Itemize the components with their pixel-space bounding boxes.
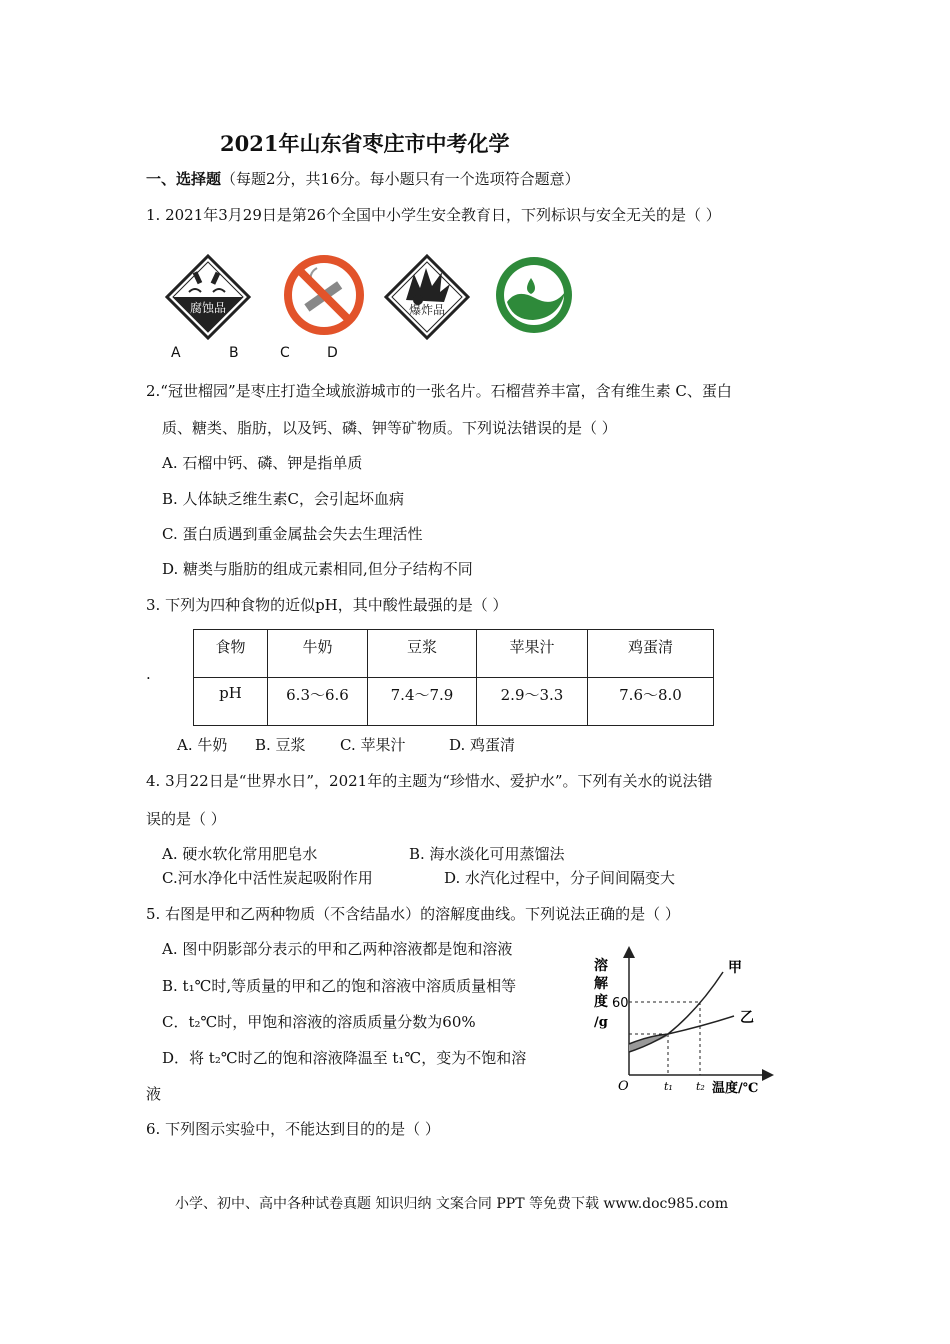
q3-option-a: A. 牛奶 [177,736,228,754]
q4-option-d: D. 水汽化过程中，分子间间隔变大 [444,869,676,887]
q5-option-d: D．将 t₂℃时乙的饱和溶液降温至 t₁℃，变为不饱和溶 [162,1049,527,1067]
table-cell: 牛奶 [268,630,368,678]
table-cell: 鸡蛋清 [588,630,714,678]
q2-option-a: A. 石榴中钙、磷、钾是指单质 [162,454,363,472]
corrosive-sign-text: 腐蚀品 [189,301,227,315]
q4-option-c: C.河水净化中活性炭起吸附作用 [162,869,373,887]
q5-stem: 5. 右图是甲和乙两种物质（不含结晶水）的溶解度曲线。下列说法正确的是（ ） [146,905,680,923]
section-note: （每题2分，共16分。每小题只有一个选项符合题意） [221,170,580,188]
q4-stem-line2: 误的是（ ） [146,810,226,828]
table-cell: 7.4～7.9 [368,678,477,726]
section-label: 一、选择题 [146,170,222,188]
q1-label-d: D [327,345,338,361]
q1-stem: 1. 2021年3月29日是第26个全国中小学生安全教育日，下列标识与安全无关的是（ ） [146,206,721,224]
solubility-graph [588,940,778,1100]
q4-option-a: A. 硬水软化常用肥皂水 [162,845,318,863]
table-cell: 食物 [194,630,268,678]
ylabel-1: 溶 [594,958,608,974]
ylabel-4: /g [594,1015,608,1030]
table-cell: 豆浆 [368,630,477,678]
q3-stem: 3. 下列为四种食物的近似pH，其中酸性最强的是（ ） [146,596,508,614]
page-title: 2021年山东省枣庄市中考化学 [220,131,510,156]
table-cell: pH [194,678,268,726]
water-saving-sign-icon [493,254,575,336]
table-cell: 2.9～3.3 [477,678,588,726]
explosive-sign-text: 爆炸品 [408,303,446,317]
origin-label: O [618,1079,629,1094]
explosive-sign-icon [384,254,470,340]
q5-option-b: B. t₁℃时,等质量的甲和乙的饱和溶液中溶质质量相等 [162,977,517,995]
table-row [194,678,714,726]
xlabel: 温度/℃ [712,1081,759,1096]
q3-option-c: C. 苹果汁 [340,736,406,754]
label-yi: 乙 [740,1010,754,1026]
corrosive-sign-icon [165,254,251,340]
q1-label-c: C [280,345,290,361]
table-cell: 6.3～6.6 [268,678,368,726]
t2-label: t₂ [696,1080,705,1093]
q5-option-d-cont: 液 [146,1085,162,1103]
section-heading [146,168,580,189]
q2-option-d: D. 糖类与脂肪的组成元素相同,但分子结构不同 [162,560,473,578]
footer: 小学、初中、高中各种试卷真题 知识归纳 文案合同 PPT 等免费下载 www.doc985.com [175,1196,729,1212]
q5-option-c: C．t₂℃时，甲饱和溶液的溶质质量分数为60% [162,1013,476,1031]
q2-stem-line1: 2.“冠世榴园”是枣庄打造全域旅游城市的一张名片。石榴营养丰富，含有维生素 C、蛋白 [146,382,732,400]
q4-stem-line1: 4. 3月22日是“世界水日”，2021年的主题为“珍惜水、爱护水”。下列有关水的说法错 [146,772,713,790]
table-header-row [194,630,714,678]
q2-option-b: B. 人体缺乏维生素C，会引起坏血病 [162,490,405,508]
label-jia: 甲 [728,960,742,976]
ylabel-3: 度 [594,994,608,1010]
q1-label-b: B [229,345,239,361]
q2-option-c: C. 蛋白质遇到重金属盐会失去生理活性 [162,525,423,543]
table-cell: 7.6～8.0 [588,678,714,726]
q1-label-a: A [171,345,181,361]
q6-stem: 6. 下列图示实验中，不能达到目的的是（ ） [146,1120,440,1138]
ph-table [193,629,714,726]
table-cell: 苹果汁 [477,630,588,678]
t1-label: t₁ [664,1080,673,1093]
q2-stem-line2: 质、糖类、脂肪，以及钙、磷、钾等矿物质。下列说法错误的是（ ） [162,419,617,437]
q4-option-b: B. 海水淡化可用蒸馏法 [409,845,565,863]
no-smoking-sign-icon [283,254,365,336]
q3-option-b: B. 豆浆 [255,736,306,754]
tick-60: 60 [612,996,629,1011]
q3-dot: . [146,665,151,683]
q5-option-a: A. 图中阴影部分表示的甲和乙两种溶液都是饱和溶液 [162,940,513,958]
q3-option-d: D. 鸡蛋清 [449,736,516,754]
ylabel-2: 解 [594,976,608,992]
